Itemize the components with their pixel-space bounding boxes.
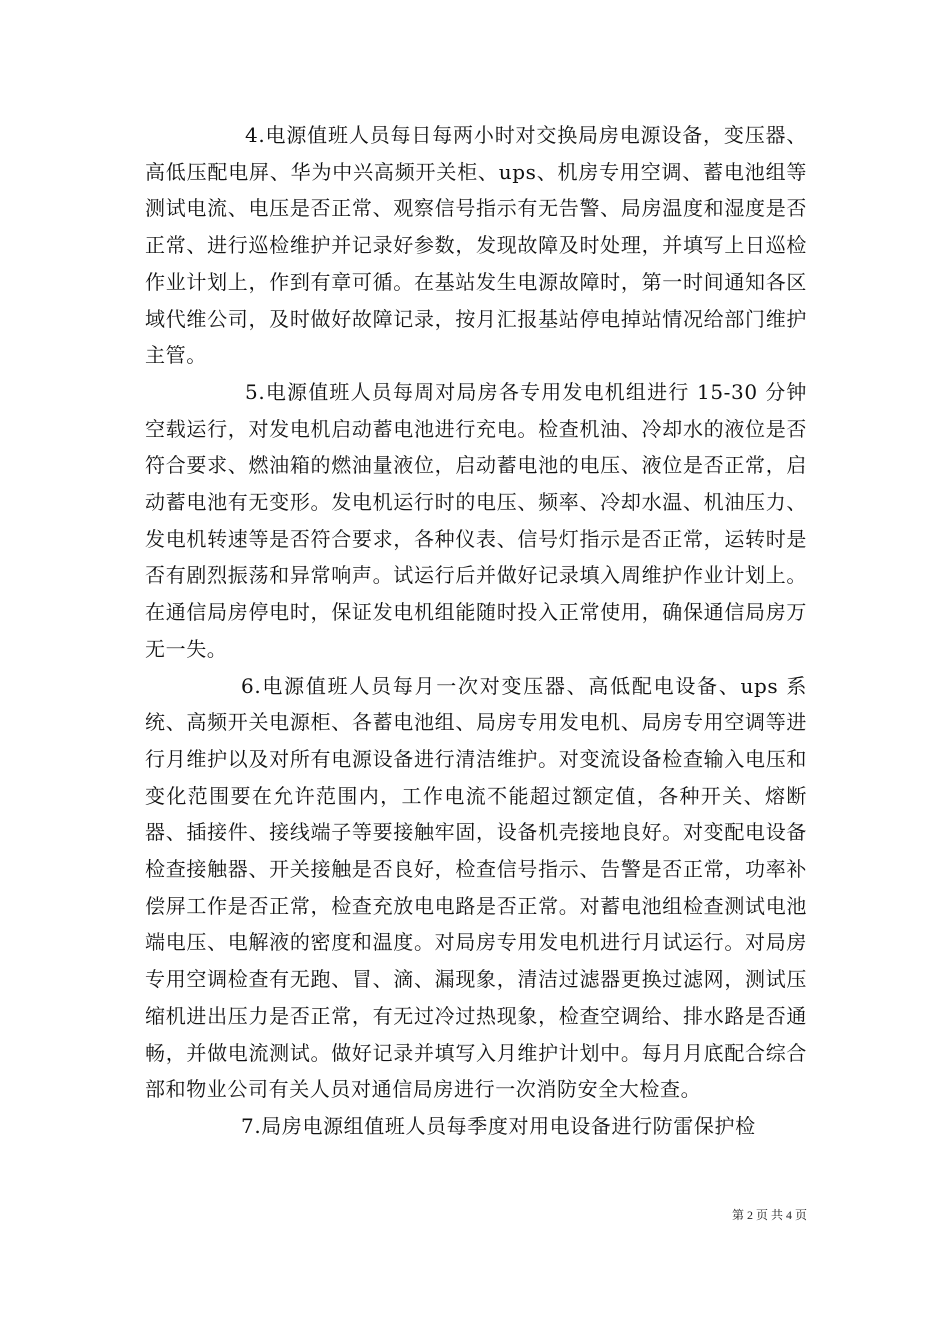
- paragraph-item-6: 6.电源值班人员每月一次对变压器、高低配电设备、ups 系统、高频开关电源柜、各蓄电池组、局房专用发电机、局房专用空调等进行月维护以及对所有电源设备进行清洁维护。对变流设备检查输入电压和变化范围要在允许范围内，工作电流不能超过额定值，各种开关、熔断器、插接件、接线端子等要接触牢固，设备机壳接地良好。对变配电设备检查接触器、开关接触是否良好，检查信号指示、告警是否正常，功率补偿屏工作是否正常，检查充放电电路是否正常。对蓄电池组检查测试电池端电压、电解液的密度和温度。对局房专用发电机进行月试运行。对局房专用空调检查有无跑、冒、滴、漏现象，清洁过滤器更换过滤网，测试压缩机进出压力是否正常，有无过冷过热现象，检查空调给、排水路是否通畅，并做电流测试。做好记录并填写入月维护计划中。每月月底配合综合部和物业公司有关人员对通信局房进行一次消防安全大检查。: [145, 673, 807, 1102]
- document-body: [145, 117, 807, 1145]
- page-number-footer: 第 2 页 共 4 页: [731, 1208, 807, 1222]
- paragraph-item-5: 5.电源值班人员每周对局房各专用发电机组进行 15-30 分钟空载运行，对发电机启动蓄电池进行充电。检查机油、冷却水的液位是否符合要求、燃油箱的燃油量液位，启动蓄电池的电压、液位是否正常，启动蓄电池有无变形。发电机运行时的电压、频率、冷却水温、机油压力、发电机转速等是否符合要求，各种仪表、信号灯指示是否正常，运转时是否有剧烈振荡和异常响声。试运行后并做好记录填入周维护作业计划上。在通信局房停电时，保证发电机组能随时投入正常使用，确保通信局房万无一失。: [145, 379, 807, 661]
- paragraph-item-7: 7.局房电源组值班人员每季度对用电设备进行防雷保护检: [241, 1113, 756, 1138]
- paragraph-item-4: 4.电源值班人员每日每两小时对交换局房电源设备，变压器、高低压配电屏、华为中兴高频开关柜、ups、机房专用空调、蓄电池组等测试电流、电压是否正常、观察信号指示有无告警、局房温度和湿度是否正常、进行巡检维护并记录好参数，发现故障及时处理，并填写上日巡检作业计划上，作到有章可循。在基站发生电源故障时，第一时间通知各区域代维公司，及时做好故障记录，按月汇报基站停电掉站情况给部门维护主管。: [145, 123, 807, 368]
